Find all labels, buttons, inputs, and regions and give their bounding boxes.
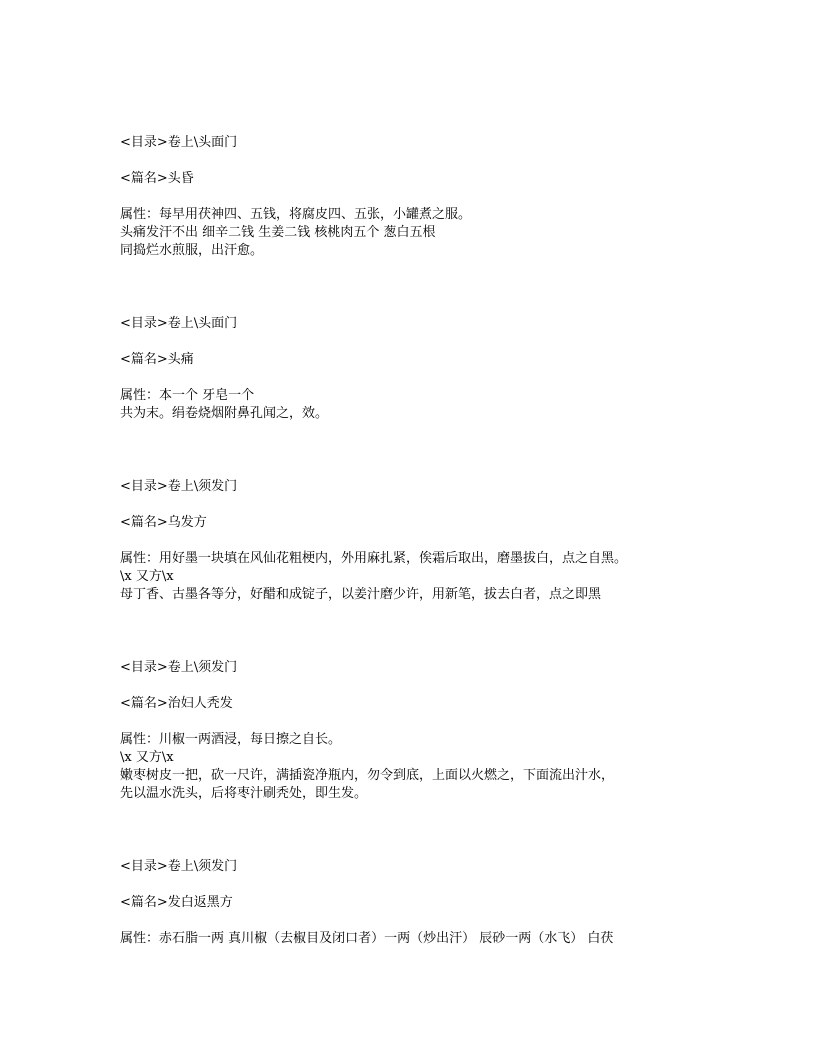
catalog-heading: <目录>卷上\头面门 (120, 316, 238, 331)
catalog-heading: <目录>卷上\须发门 (120, 660, 238, 675)
catalog-heading: <目录>卷上\须发门 (120, 859, 238, 874)
entry-title: <篇名>乌发方 (120, 515, 207, 530)
entry-text-line: 头痛发汗不出 细辛二钱 生姜二钱 核桃肉五个 葱白五根 (120, 225, 436, 240)
entry-text-line: 属性：赤石脂一两 真川椒（去椒目及闭口者）一两（炒出汗） 辰砂一两（水飞） 白茯 (120, 931, 614, 946)
entry-text-line: 属性：本一个 牙皂一个 (120, 388, 255, 403)
catalog-heading: <目录>卷上\头面门 (120, 135, 238, 150)
entry-text-line: \x 又方\x (120, 569, 174, 584)
entry-text-line: 嫩枣树皮一把，砍一尺许，满插瓷净瓶内，勿令到底，上面以火燃之，下面流出汁水， (120, 768, 615, 783)
entry-text-line: 母丁香、古墨各等分，好醋和成锭子，以姜汁磨少许，用新笔，拔去白者，点之即黑 (120, 587, 602, 602)
entry-title: <篇名>头昏 (120, 171, 194, 186)
entry-text-line: 共为末。绢卷烧烟附鼻孔闻之，效。 (120, 406, 329, 421)
entry-title: <篇名>治妇人秃发 (120, 696, 233, 711)
entry-text-line: 属性：川椒一两酒浸，每日擦之自长。 (120, 732, 342, 747)
entry-text-line: 先以温水洗头，后将枣汁刷秃处，即生发。 (120, 786, 368, 801)
entry-text-line: 同捣烂水煎服，出汗愈。 (120, 243, 264, 258)
entry-text-line: \x 又方\x (120, 750, 174, 765)
entry-title: <篇名>头痛 (120, 352, 194, 367)
entry-text-line: 属性：用好墨一块填在风仙花粗梗内，外用麻扎紧，俟霜后取出，磨墨拔白，点之自黑。 (120, 551, 628, 566)
entry-text-line: 属性：每早用茯神四、五钱，将腐皮四、五张，小罐煮之服。 (120, 207, 472, 222)
catalog-heading: <目录>卷上\须发门 (120, 479, 238, 494)
entry-title: <篇名>发白返黑方 (120, 895, 233, 910)
